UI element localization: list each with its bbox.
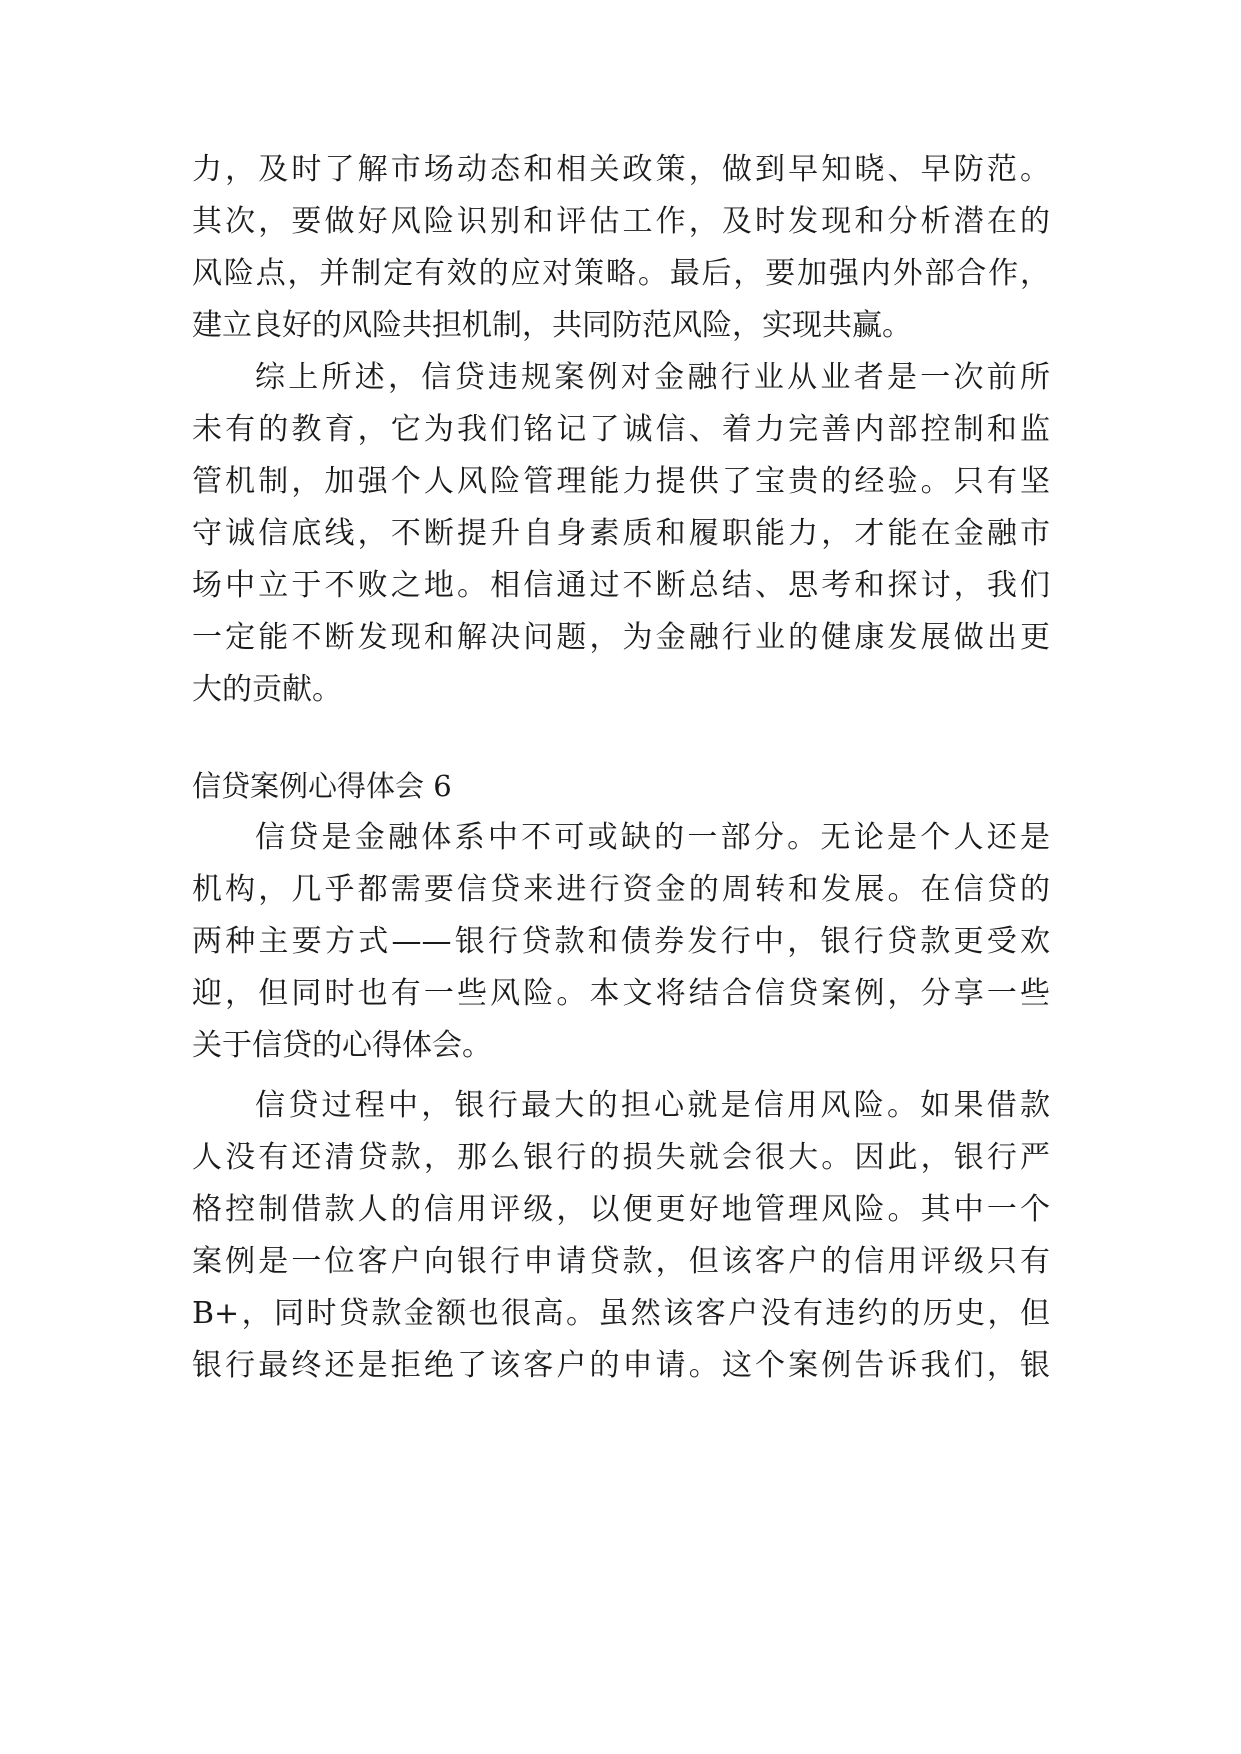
text-line: 人没有还清贷款，那么银行的损失就会很大。因此，银行严 <box>192 1140 1050 1175</box>
text-line: 银行最终还是拒绝了该客户的申请。这个案例告诉我们，银 <box>192 1348 1050 1383</box>
text-line: 关于信贷的心得体会。 <box>192 1028 492 1063</box>
text-line: 两种主要方式——银行贷款和债券发行中，银行贷款更受欢 <box>192 924 1050 959</box>
text-line: 风险点，并制定有效的应对策略。最后，要加强内外部合作， <box>192 256 1050 291</box>
text-line: 大的贡献。 <box>192 672 342 707</box>
text-line: B+，同时贷款金额也很高。虽然该客户没有违约的历史，但 <box>192 1296 1050 1331</box>
text-line: 机构，几乎都需要信贷来进行资金的周转和发展。在信贷的 <box>192 872 1050 907</box>
text-line: 力，及时了解市场动态和相关政策，做到早知晓、早防范。 <box>192 152 1050 187</box>
text-line: 建立良好的风险共担机制，共同防范风险，实现共赢。 <box>192 308 912 343</box>
text-line: 信贷过程中，银行最大的担心就是信用风险。如果借款 <box>255 1088 1050 1123</box>
text-line: 格控制借款人的信用评级，以便更好地管理风险。其中一个 <box>192 1192 1050 1227</box>
text-line: 守诚信底线，不断提升自身素质和履职能力，才能在金融市 <box>192 516 1050 551</box>
text-line: 案例是一位客户向银行申请贷款，但该客户的信用评级只有 <box>192 1244 1050 1279</box>
text-line: 迎，但同时也有一些风险。本文将结合信贷案例，分享一些 <box>192 976 1050 1011</box>
text-line: 管机制，加强个人风险管理能力提供了宝贵的经验。只有坚 <box>192 464 1050 499</box>
text-line: 场中立于不败之地。相信通过不断总结、思考和探讨，我们 <box>192 568 1050 603</box>
text-line: 未有的教育，它为我们铭记了诚信、着力完善内部控制和监 <box>192 412 1050 447</box>
text-line: 一定能不断发现和解决问题，为金融行业的健康发展做出更 <box>192 620 1050 655</box>
text-line: 信贷是金融体系中不可或缺的一部分。无论是个人还是 <box>255 820 1050 855</box>
text-line: 综上所述，信贷违规案例对金融行业从业者是一次前所 <box>255 360 1050 395</box>
text-line: 其次，要做好风险识别和评估工作，及时发现和分析潜在的 <box>192 204 1050 239</box>
section-heading: 信贷案例心得体会 6 <box>192 769 452 803</box>
